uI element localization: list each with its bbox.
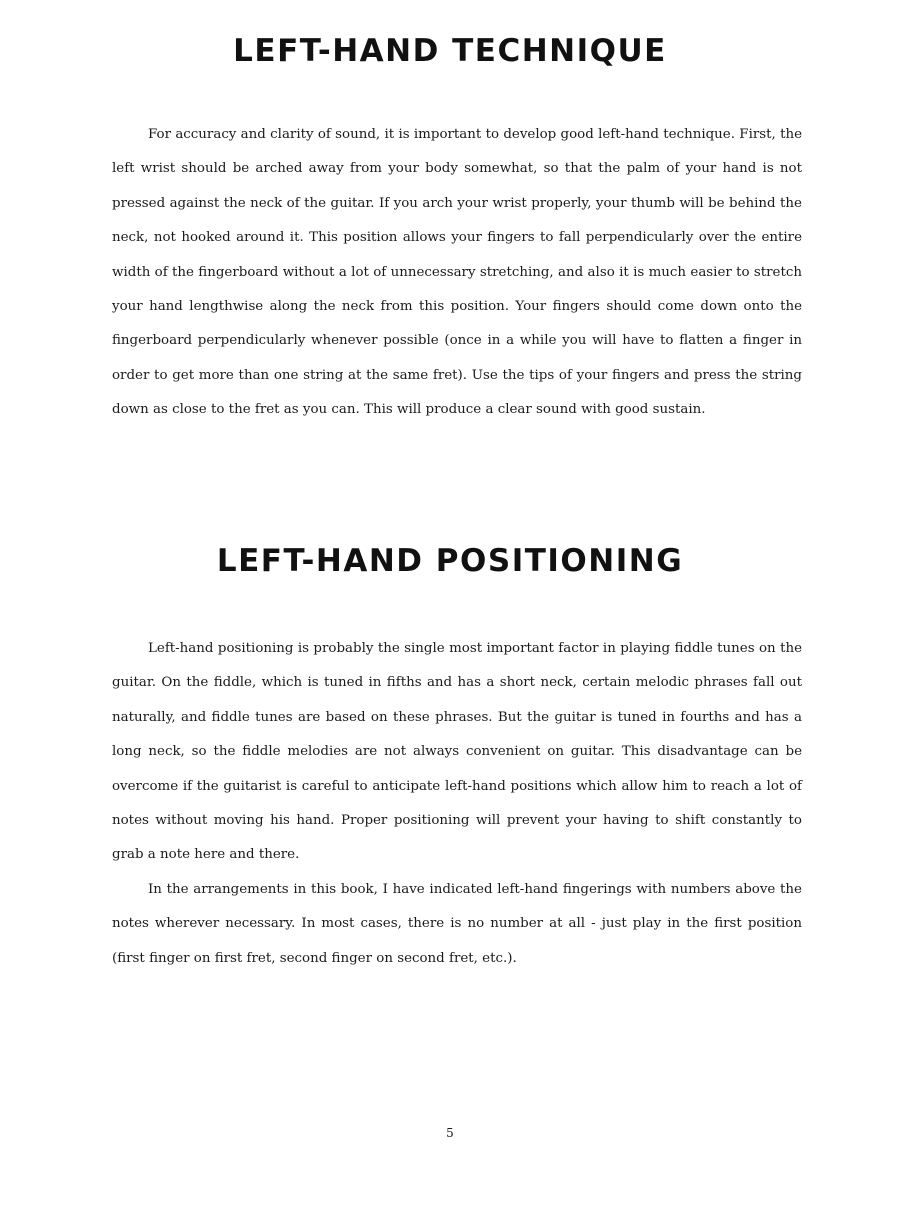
- paragraph: For accuracy and clarity of sound, it is important to develop good left-hand technique. First, the left wrist should be arched away from your body somewhat, so that the palm of your hand is not pressed against the neck of the guitar. If you arch your wrist properly, your thumb will be behind the neck, not hooked around it. This position allows your fingers to fall perpendicularly over the entire width of the fingerboard without a lot of unnecessary stretching, and also it is much easier to stretch your hand lengthwise along the neck from this position. Your fingers should come down onto the fingerboard perpendicularly whenever possible (once in a while you will have to flatten a finger in order to get more than one string at the same fret). Use the tips of your fingers and press the string down as close to the fret as you can. This will produce a clear sound with good sustain.: [112, 127, 802, 418]
- paragraph: In the arrangements in this book, I have indicated left-hand fingerings with numbers above the notes wherever necessary. In most cases, there is no number at all - just play in the first position (first finger on first fret, second finger on second fret, etc.).: [112, 881, 802, 966]
- section-title-positioning: LEFT-HAND POSITIONING: [216, 543, 684, 579]
- section-title-technique: LEFT-HAND TECHNIQUE: [233, 33, 667, 69]
- section-body-technique: [112, 118, 802, 428]
- paragraph: Left-hand positioning is probably the single most important factor in playing fiddle tunes on the guitar. On the fiddle, which is tuned in fifths and has a short neck, certain melodic phrases fall out naturally, and fiddle tunes are based on these phrases. But the guitar is tuned in fourths and has a long neck, so the fiddle melodies are not always convenient on guitar. This disadvantage can be overcome if the guitarist is careful to anticipate left-hand positions which allow him to reach a lot of notes without moving his hand. Proper positioning will prevent your having to shift constantly to grab a note here and there.: [112, 641, 802, 863]
- page-number: 5: [446, 1126, 454, 1140]
- section-body-positioning: [112, 632, 802, 976]
